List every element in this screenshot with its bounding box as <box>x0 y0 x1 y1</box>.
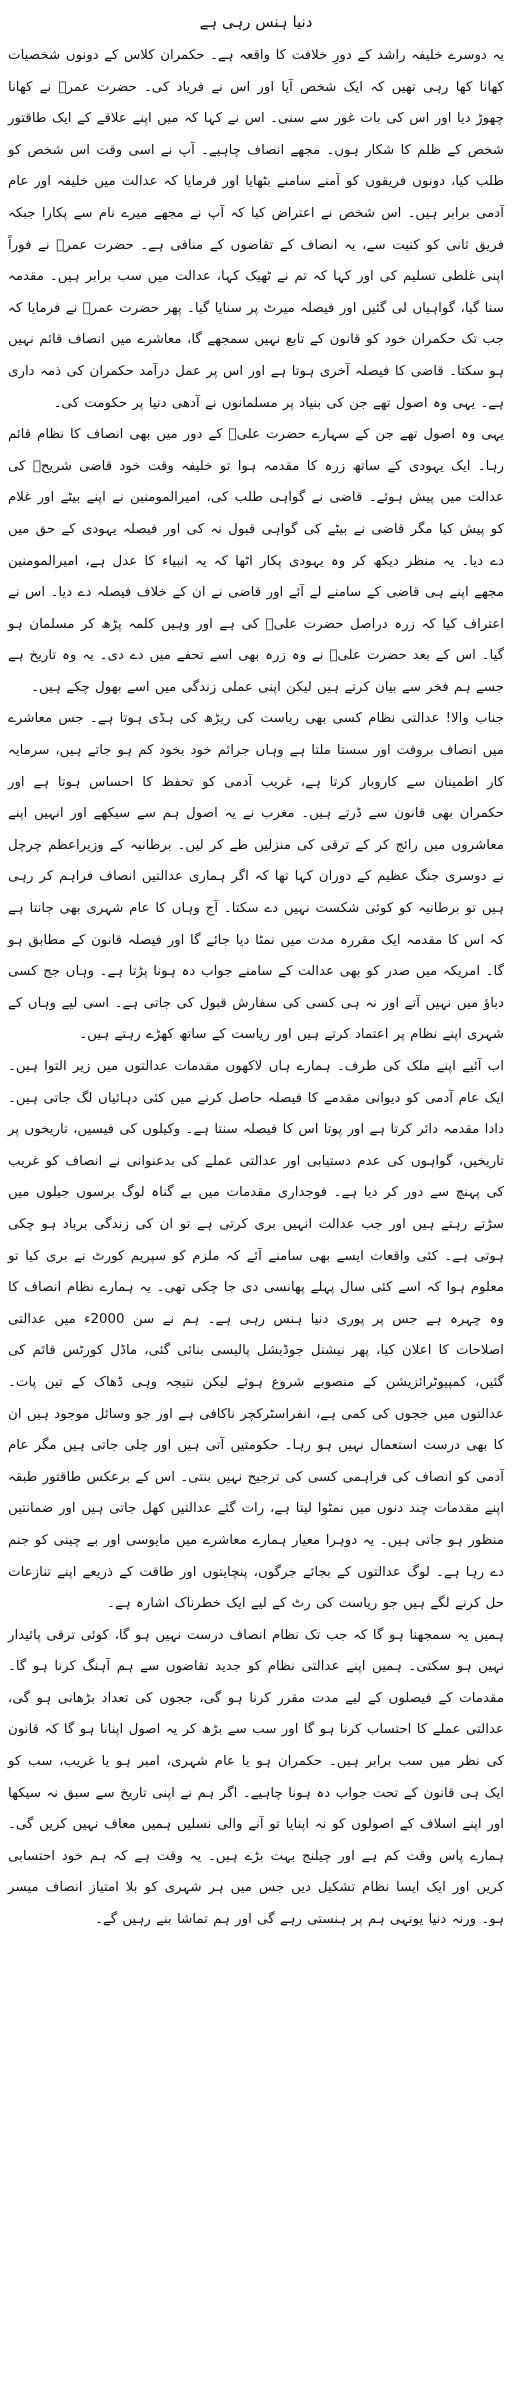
article-paragraph-3: جناب والا! عدالتی نظام کسی بھی ریاست کی ریڑھ کی ہڈی ہوتا ہے۔ جس معاشرے میں انصاف بروقت اور سستا ملتا ہے وہاں جرائم خود بخود کم ہو جاتے ہیں، سرمایہ کار اطمینان سے کاروبار کرتا ہے، غریب آدمی کو تحفظ کا احساس ہوتا ہے اور حکمران بھی قانون سے ڈرتے ہیں۔ مغرب نے یہ اصول ہم سے سیکھے اور انہیں اپنے معاشروں میں رائج کر کے ترقی کی منزلیں طے کر لیں۔ برطانیہ کے وزیراعظم چرچل نے دوسری جنگ عظیم کے دوران کہا تھا کہ اگر ہماری عدالتیں انصاف فراہم کر رہی ہیں تو برطانیہ کو کوئی شکست نہیں دے سکتا۔ آج وہاں کا عام شہری بھی جانتا ہے کہ اس کا مقدمہ ایک مقررہ مدت میں نمٹا دیا جائے گا اور فیصلہ قانون کے مطابق ہو گا۔ امریکہ میں صدر کو بھی عدالت کے سامنے جواب دہ ہونا پڑتا ہے۔ وہاں جج کسی دباؤ میں نہیں آتے اور نہ ہی کسی کی سفارش قبول کی جاتی ہے۔ اسی لیے وہاں کے شہری اپنے نظام پر اعتماد کرتے ہیں اور ریاست کے ساتھ کھڑے رہتے ہیں۔ <box>8 711 504 1043</box>
article-paragraph-4: اب آئیے اپنے ملک کی طرف۔ ہمارے ہاں لاکھوں مقدمات عدالتوں میں زیر التوا ہیں۔ ایک عام آدمی کو دیوانی مقدمے کا فیصلہ حاصل کرنے میں کئی دہائیاں لگ جاتی ہیں۔ دادا مقدمہ دائر کرتا ہے اور پوتا اس کا فیصلہ سنتا ہے۔ وکیلوں کی فیسیں، تاریخوں پر تاریخیں، گواہوں کی عدم دستیابی اور عدالتی عملے کی بدعنوانی نے انصاف کو غریب کی پہنچ سے دور کر دیا ہے۔ فوجداری مقدمات میں بے گناہ لوگ برسوں جیلوں میں سڑتے رہتے ہیں اور جب عدالت انہیں بری کرتی ہے تو ان کی زندگی برباد ہو چکی ہوتی ہے۔ کئی واقعات ایسے بھی سامنے آئے کہ ملزم کو سپریم کورٹ نے بری کیا تو معلوم ہوا کہ اسے کئی سال پہلے پھانسی دی جا چکی تھی۔ یہ ہمارے نظام انصاف کا وہ چہرہ ہے جس پر پوری دنیا ہنس رہی ہے۔ ہم نے سن 2000ء میں عدالتی اصلاحات کا اعلان کیا، پھر نیشنل جوڈیشل پالیسی بنائی گئی، ماڈل کورٹس قائم کی گئیں، کمپیوٹرائزیشن کے منصوبے شروع ہوئے لیکن نتیجہ وہی ڈھاک کے تین پات۔ عدالتوں میں ججوں کی کمی ہے، انفراسٹرکچر ناکافی ہے اور جو وسائل موجود ہیں ان کا بھی درست استعمال نہیں ہو رہا۔ حکومتیں آتی ہیں اور چلی جاتی ہیں مگر عام آدمی کو انصاف کی فراہمی کسی کی ترجیح نہیں بنتی۔ اس کے برعکس طاقتور طبقہ اپنے مقدمات چند دنوں میں نمٹوا لیتا ہے، رات گئے عدالتیں کھل جاتی ہیں اور ضمانتیں منظور ہو جاتی ہیں۔ یہ دوہرا معیار ہمارے معاشرے میں مایوسی اور بے چینی کو جنم دے رہا ہے۔ لوگ عدالتوں کے بجائے جرگوں، پنچایتوں اور طاقت کے ذریعے اپنے تنازعات حل کرنے لگے ہیں جو ریاست کی رٹ کے لیے ایک خطرناک اشارہ ہے۔ <box>8 1059 504 1612</box>
article-paragraph-1: یہ دوسرے خلیفہ راشد کے دورِ خلافت کا واقعہ ہے۔ حکمران کلاس کے دونوں شخصیات کھانا کھا رہی تھیں کہ ایک شخص آیا اور اس نے فریاد کی۔ حضرت عمرؓ نے کھانا چھوڑ دیا اور اس کی بات غور سے سنی۔ اس نے کہا کہ میں اپنے علاقے کے ایک طاقتور شخص کے ظلم کا شکار ہوں۔ مجھے انصاف چاہیے۔ آپ نے اسی وقت اس شخص کو طلب کیا، دونوں فریقوں کو آمنے سامنے بٹھایا اور فرمایا کہ عدالت میں خلیفہ اور عام آدمی برابر ہیں۔ اس شخص نے اعتراض کیا کہ آپ نے مجھے میرے نام سے پکارا جبکہ فریق ثانی کو کنیت سے، یہ انصاف کے تقاضوں کے منافی ہے۔ حضرت عمرؓ نے فوراً اپنی غلطی تسلیم کی اور کہا کہ تم نے ٹھیک کہا، عدالت میں سب برابر ہیں۔ مقدمہ سنا گیا، گواہیاں لی گئیں اور فیصلہ میرٹ پر سنایا گیا۔ پھر حضرت عمرؓ نے فرمایا کہ جب تک حکمران خود کو قانون کے تابع نہیں سمجھے گا، معاشرے میں انصاف قائم نہیں ہو سکتا۔ قاضی کا فیصلہ آخری ہوتا ہے اور اس پر عمل درآمد حکمران کی ذمہ داری ہے۔ یہی وہ اصول تھے جن کی بنیاد پر مسلمانوں نے آدھی دنیا پر حکومت کی۔ <box>8 48 504 411</box>
article-paragraph-5: ہمیں یہ سمجھنا ہو گا کہ جب تک نظام انصاف درست نہیں ہو گا، کوئی ترقی پائیدار نہیں ہو سکتی۔ ہمیں اپنے عدالتی نظام کو جدید تقاضوں سے ہم آہنگ کرنا ہو گا۔ مقدمات کے فیصلوں کے لیے مدت مقرر کرنا ہو گی، ججوں کی تعداد بڑھانی ہو گی، عدالتی عملے کا احتساب کرنا ہو گا اور سب سے بڑھ کر یہ اصول اپنانا ہو گا کہ قانون کی نظر میں سب برابر ہیں۔ حکمران ہو یا عام شہری، امیر ہو یا غریب، سب کو ایک ہی قانون کے تحت جواب دہ ہونا چاہیے۔ اگر ہم نے اپنی تاریخ سے سبق نہ سیکھا اور اپنے اسلاف کے اصولوں کو نہ اپنایا تو آنے والی نسلیں ہمیں معاف نہیں کریں گی۔ ہمارے پاس وقت کم ہے اور چیلنج بہت بڑے ہیں۔ یہ وقت ہے کہ ہم خود احتسابی کریں اور ایک ایسا نظام تشکیل دیں جس میں ہر شہری کو بلا امتیاز انصاف میسر ہو۔ ورنہ دنیا یونہی ہم پر ہنستی رہے گی اور ہم تماشا بنے رہیں گے۔ <box>8 1627 504 1928</box>
article-title: دنیا ہنس رہی ہے <box>199 13 313 31</box>
article-paragraph-2: یہی وہ اصول تھے جن کے سہارے حضرت علیؓ کے دور میں بھی انصاف کا نظام قائم رہا۔ ایک یہودی کے ساتھ زرہ کا مقدمہ ہوا تو خلیفہ وقت خود قاضی شریحؒ کی عدالت میں پیش ہوئے۔ قاضی نے گواہی طلب کی، امیرالمومنین نے اپنے بیٹے اور غلام کو پیش کیا مگر قاضی نے بیٹے کی گواہی قبول نہ کی اور فیصلہ یہودی کے حق میں دے دیا۔ یہ منظر دیکھ کر وہ یہودی پکار اٹھا کہ یہ انبیاء کا عدل ہے، امیرالمومنین مجھے اپنے ہی قاضی کے سامنے لے آئے اور قاضی نے ان کے خلاف فیصلہ دے دیا۔ اس نے اعتراف کیا کہ زرہ دراصل حضرت علیؓ کی ہے اور وہیں کلمہ پڑھ کر مسلمان ہو گیا۔ اس کے بعد حضرت علیؓ نے وہ زرہ بھی اسے تحفے میں دے دی۔ یہ وہ تاریخ ہے جسے ہم فخر سے بیان کرتے ہیں لیکن اپنی عملی زندگی میں اسے بھول چکے ہیں۔ <box>8 427 504 695</box>
